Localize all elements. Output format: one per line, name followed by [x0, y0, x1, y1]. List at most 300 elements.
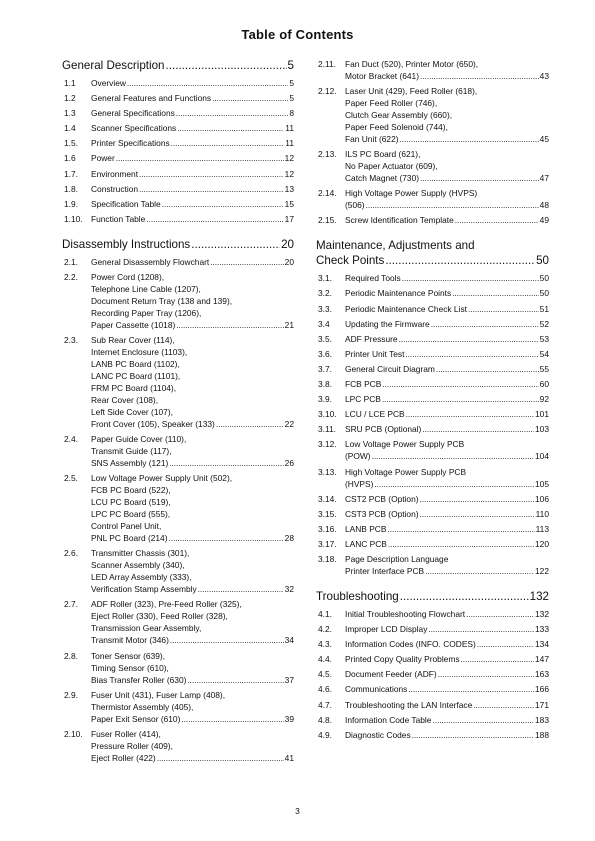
entry-title-line: Verification Stamp Assembly	[91, 584, 197, 595]
entry-title-line: FRM PC Board (1104),	[91, 383, 177, 394]
entry-number: 2.4.	[64, 434, 78, 445]
entry-title-line: CST3 PCB (Option)	[345, 508, 419, 519]
toc-entry[interactable]	[62, 598, 294, 646]
entry-title-line: Printer Specifications	[91, 138, 170, 149]
dot-leader	[139, 183, 284, 195]
entry-number: 1.7.	[64, 168, 78, 179]
entry-page-number: 45	[539, 134, 549, 145]
section-heading-text: Troubleshooting	[316, 589, 399, 603]
toc-entry[interactable]	[316, 683, 549, 695]
entry-page-number: 51	[539, 303, 549, 314]
entry-title-line: PNL PC Board (214)	[91, 533, 168, 544]
entry-title-line: Information Code Table	[345, 714, 432, 725]
dot-leader	[399, 333, 539, 345]
entry-number: 1.10.	[64, 213, 83, 224]
entry-page-number: 43	[539, 71, 549, 81]
entry-page-number: 92	[539, 394, 549, 405]
entry-page-number: 105	[535, 478, 549, 489]
toc-entry[interactable]	[62, 77, 294, 89]
dot-leader	[420, 493, 534, 505]
toc-entry[interactable]	[62, 168, 294, 180]
toc-section	[316, 58, 549, 226]
entry-title-line: General Disassembly Flowchart	[91, 256, 210, 267]
entry-number: 3.6.	[318, 348, 332, 359]
toc-section	[62, 237, 294, 764]
entry-number: 4.8.	[318, 714, 332, 725]
entry-title-line: Specification Table	[91, 198, 161, 209]
entry-page-number: 39	[284, 713, 294, 724]
toc-entry[interactable]	[316, 363, 549, 375]
entry-title-line: Fuser Roller (414),	[91, 728, 161, 739]
entry-title-line: Function Table	[91, 213, 146, 224]
toc-entry[interactable]	[62, 728, 294, 764]
toc-entry[interactable]	[316, 466, 549, 490]
entry-title-line: No Paper Actuator (609),	[345, 161, 438, 172]
toc-section	[62, 58, 294, 225]
entry-number: 3.16.	[318, 523, 337, 534]
entry-title-line: General Specifications	[91, 108, 175, 119]
entry-number: 4.4.	[318, 654, 332, 665]
section-heading[interactable]	[62, 237, 294, 252]
entry-title-line: Sub Rear Cover (114),	[91, 335, 175, 346]
toc-entry[interactable]	[62, 122, 294, 134]
entry-title-line: Power	[91, 153, 115, 164]
entry-page-number: 21	[284, 319, 294, 330]
entry-title-line: Timing Sensor (610),	[91, 662, 169, 673]
toc-entry[interactable]	[316, 393, 549, 405]
entry-page-number: 8	[289, 108, 294, 119]
entry-title-line: Fan Duct (520), Printer Motor (650),	[345, 59, 479, 69]
section-heading[interactable]	[316, 589, 549, 604]
entry-title-line: Low Voltage Power Supply Unit (502),	[91, 473, 233, 484]
section-heading-text: General Description	[62, 59, 165, 72]
toc-entry[interactable]	[316, 85, 549, 145]
entry-number: 1.4	[64, 123, 76, 134]
toc-entry[interactable]	[316, 538, 549, 550]
section-page-number: 50	[536, 254, 549, 268]
entry-page-number: 147	[535, 654, 549, 665]
dot-leader	[176, 319, 283, 331]
dot-leader	[452, 287, 539, 299]
dot-leader	[169, 457, 283, 469]
entry-number: 1.9.	[64, 198, 78, 209]
dot-leader	[388, 538, 534, 550]
toc-entry[interactable]	[62, 650, 294, 686]
entry-title-line: General Features and Functions	[91, 93, 212, 104]
entry-title-line: Scanner Specifications	[91, 123, 177, 134]
toc-entry[interactable]	[62, 689, 294, 725]
entry-page-number: 26	[284, 458, 294, 469]
entry-page-number: 49	[539, 215, 549, 226]
entry-number: 3.2.	[318, 288, 332, 299]
entry-page-number: 48	[539, 200, 549, 211]
entry-page-number: 13	[284, 183, 294, 194]
dot-leader	[212, 92, 288, 104]
entry-title-line: LANB PC Board (1102),	[91, 359, 180, 370]
entry-title-line: Transmit Guide (117),	[91, 446, 172, 457]
entry-page-number: 12	[284, 153, 294, 164]
toc-entry[interactable]	[316, 553, 549, 577]
entry-title-line: Page Description Language	[345, 553, 449, 564]
entry-title-line: General Circuit Diagram	[345, 363, 435, 374]
entry-title-line: (506)	[345, 200, 365, 211]
entry-number: 1.2	[64, 93, 76, 104]
toc-entry[interactable]	[316, 608, 549, 620]
entry-title-line: FCB PCB	[345, 379, 382, 390]
entry-title-line: Clutch Gear Assembly (660),	[345, 110, 453, 121]
entry-number: 4.1.	[318, 608, 332, 619]
entry-page-number: 11	[285, 123, 294, 134]
dot-leader	[412, 729, 534, 741]
entry-number: 4.6.	[318, 684, 332, 695]
entry-number: 3.10.	[318, 409, 337, 420]
dot-leader	[400, 589, 529, 604]
entry-title-line: Improper LCD Display	[345, 624, 428, 635]
toc-entry[interactable]	[62, 547, 294, 595]
entry-page-number: 113	[535, 523, 549, 534]
entry-title-line: ILS PC Board (621),	[345, 149, 421, 160]
entry-number: 4.5.	[318, 669, 332, 680]
toc-entry[interactable]	[316, 623, 549, 635]
dot-leader	[420, 70, 539, 82]
entry-number: 3.5.	[318, 333, 332, 344]
dot-leader	[116, 152, 284, 164]
toc-entry[interactable]	[316, 508, 549, 520]
toc-entry[interactable]	[316, 333, 549, 345]
toc-entry[interactable]	[316, 493, 549, 505]
entry-page-number: 183	[535, 714, 549, 725]
entry-title-line: Initial Troubleshooting Flowchart	[345, 608, 466, 619]
entry-title-line: CST2 PCB (Option)	[345, 493, 419, 504]
toc-entry[interactable]	[316, 638, 549, 650]
dot-leader	[374, 478, 534, 490]
entry-title-line: Thermistor Assembly (405),	[91, 701, 194, 712]
entry-page-number: 37	[284, 674, 294, 685]
toc-entry[interactable]	[62, 271, 294, 331]
dot-leader	[400, 133, 539, 145]
dot-leader	[428, 623, 534, 635]
entry-number: 1.5.	[64, 138, 78, 149]
toc-entry[interactable]	[316, 303, 549, 315]
section-page-number: 132	[529, 589, 549, 603]
entry-page-number: 103	[535, 424, 549, 435]
dot-leader	[466, 608, 534, 620]
toc-entry[interactable]	[62, 433, 294, 469]
entry-number: 1.1	[64, 78, 76, 88]
dot-leader	[432, 714, 534, 726]
dot-leader	[171, 137, 285, 149]
entry-number: 3.12.	[318, 439, 337, 450]
entry-page-number: 163	[535, 669, 549, 680]
toc-entry[interactable]	[62, 472, 294, 544]
entry-page-number: 50	[539, 273, 549, 284]
toc-entry[interactable]	[316, 699, 549, 711]
entry-title-line: Scanner Assembly (340),	[91, 560, 185, 571]
dot-leader	[461, 653, 535, 665]
entry-title-line: Control Panel Unit,	[91, 521, 162, 532]
page-number: 3	[295, 806, 300, 816]
entry-title-line: Power Cord (1208),	[91, 271, 165, 282]
section-heading[interactable]	[316, 238, 549, 268]
section-heading-text: Disassembly Instructions	[62, 237, 191, 251]
toc-entry[interactable]	[62, 92, 294, 104]
entry-page-number: 60	[539, 379, 549, 390]
entry-number: 2.7.	[64, 599, 78, 610]
dot-leader	[382, 393, 539, 405]
page-title: Table of Contents	[241, 27, 354, 42]
entry-number: 3.1.	[318, 273, 332, 284]
entry-title-line: Paper Feed Solenoid (744),	[345, 122, 448, 133]
entry-number: 3.9.	[318, 394, 332, 405]
entry-title-line: Paper Guide Cover (110),	[91, 434, 187, 445]
dot-leader	[157, 752, 284, 764]
entry-number: 1.8.	[64, 183, 78, 194]
dot-leader	[372, 450, 534, 462]
dot-leader	[408, 683, 534, 695]
dot-leader	[181, 713, 283, 725]
entry-title-line: LPC PCB	[345, 394, 381, 405]
dot-leader	[477, 638, 534, 650]
entry-page-number: 17	[284, 213, 294, 224]
entry-page-number: 171	[535, 699, 549, 710]
entry-title-line: Internet Enclosure (1103),	[91, 347, 188, 358]
entry-page-number: 32	[284, 584, 294, 595]
toc-entry[interactable]	[316, 318, 549, 330]
dot-leader	[210, 256, 283, 268]
entry-page-number: 133	[535, 624, 549, 635]
entry-title-line: Motor Bracket (641)	[345, 71, 420, 81]
entry-title-line: Fuser Unit (431), Fuser Lamp (408),	[91, 689, 226, 700]
toc-entry[interactable]	[316, 148, 549, 184]
entry-number: 1.6	[64, 153, 76, 164]
toc-entry[interactable]	[316, 272, 549, 284]
dot-leader	[468, 303, 539, 315]
toc-entry[interactable]	[316, 729, 549, 741]
toc-entry[interactable]	[62, 256, 294, 268]
entry-page-number: 15	[284, 198, 294, 209]
toc-entry[interactable]	[62, 183, 294, 195]
entry-title-line: Required Tools	[345, 273, 401, 284]
dot-leader	[438, 668, 534, 680]
entry-number: 2.11.	[318, 59, 337, 69]
entry-title-line: Bias Transfer Roller (630)	[91, 674, 187, 685]
entry-title-line: Periodic Maintenance Points	[345, 288, 452, 299]
dot-leader	[387, 523, 534, 535]
toc-entry[interactable]	[62, 213, 294, 225]
toc-right-column	[316, 58, 549, 753]
dot-leader	[473, 699, 534, 711]
dot-leader	[216, 418, 284, 430]
entry-page-number: 52	[539, 318, 549, 329]
entry-page-number: 12	[284, 168, 294, 179]
entry-title-line: Information Codes (INFO. CODES)	[345, 639, 476, 650]
entry-number: 2.10.	[64, 728, 83, 739]
entry-title-line: Printer Unit Test	[345, 348, 405, 359]
entry-number: 2.13.	[318, 149, 337, 160]
toc-entry[interactable]	[316, 438, 549, 462]
entry-page-number: 5	[289, 78, 294, 88]
toc-entry[interactable]	[316, 378, 549, 390]
entry-title-line: Telephone Line Cable (1207),	[91, 283, 201, 294]
entry-title-line: High Voltage Power Supply PCB	[345, 466, 467, 477]
entry-title-line: Periodic Maintenance Check List	[345, 303, 467, 314]
entry-number: 2.6.	[64, 548, 78, 559]
entry-title-line: (HVPS)	[345, 478, 374, 489]
entry-title-line: Printed Copy Quality Problems	[345, 654, 460, 665]
toc-entry[interactable]	[62, 334, 294, 430]
entry-number: 3.4	[318, 318, 330, 329]
entry-page-number: 11	[285, 138, 294, 149]
dot-leader	[187, 674, 283, 686]
section-page-number: 5	[287, 59, 294, 72]
toc-entry[interactable]	[62, 198, 294, 210]
dot-leader	[177, 122, 284, 134]
entry-title-line: LED Array Assembly (333),	[91, 572, 192, 583]
entry-page-number: 50	[539, 288, 549, 299]
toc-entry[interactable]	[62, 152, 294, 164]
toc-entry[interactable]	[316, 653, 549, 665]
entry-number: 2.2.	[64, 271, 78, 282]
entry-title-line: Recording Paper Tray (1206),	[91, 307, 202, 318]
entry-title-line: (POW)	[345, 451, 371, 462]
entry-title-line: FCB PC Board (522),	[91, 485, 171, 496]
section-page-number: 20	[281, 237, 294, 251]
entry-title-line: Screw Identification Template	[345, 215, 454, 226]
section-heading[interactable]	[62, 58, 294, 73]
entry-title-line: Rear Cover (108),	[91, 395, 159, 406]
dot-leader	[431, 318, 539, 330]
entry-title-line: Troubleshooting the LAN Interface	[345, 699, 473, 710]
entry-page-number: 22	[284, 419, 294, 430]
entry-title-line: Eject Roller (330), Feed Roller (328),	[91, 611, 228, 622]
dot-leader	[162, 198, 284, 210]
dot-leader	[455, 214, 539, 226]
toc-entry[interactable]	[316, 423, 549, 435]
entry-page-number: 166	[535, 684, 549, 695]
entry-number: 3.15.	[318, 508, 337, 519]
entry-page-number: 110	[535, 508, 549, 519]
toc-entry[interactable]	[316, 408, 549, 420]
dot-leader	[382, 378, 538, 390]
toc-entry[interactable]	[316, 214, 549, 226]
section-heading-text: Check Points	[316, 254, 385, 268]
toc-section	[316, 589, 549, 741]
dot-leader	[402, 272, 539, 284]
entry-number: 2.5.	[64, 473, 78, 484]
toc-entry[interactable]	[316, 523, 549, 535]
dot-leader	[420, 508, 535, 520]
entry-title-line: Pressure Roller (409),	[91, 740, 173, 751]
entry-page-number: 104	[535, 451, 549, 462]
entry-title-line: Fan Unit (622)	[345, 134, 399, 145]
entry-page-number: 41	[284, 752, 294, 763]
section-heading-text: Maintenance, Adjustments and	[316, 239, 475, 253]
entry-title-line: Diagnostic Codes	[345, 729, 411, 740]
entry-number: 3.8.	[318, 379, 332, 390]
entry-number: 2.8.	[64, 650, 78, 661]
entry-page-number: 53	[539, 333, 549, 344]
toc-entry[interactable]	[316, 668, 549, 680]
entry-title-line: Document Feeder (ADF)	[345, 669, 437, 680]
entry-title-line: Communications	[345, 684, 408, 695]
entry-title-line: LCU PC Board (519),	[91, 497, 171, 508]
entry-page-number: 20	[284, 256, 294, 267]
entry-title-line: Paper Exit Sensor (610)	[91, 713, 181, 724]
entry-number: 3.13.	[318, 466, 337, 477]
entry-title-line: Paper Feed Roller (746),	[345, 98, 438, 109]
entry-title-line: LCU / LCE PCB	[345, 409, 405, 420]
entry-title-line: Laser Unit (429), Feed Roller (618),	[345, 86, 478, 97]
dot-leader	[406, 408, 534, 420]
toc-entry[interactable]	[316, 714, 549, 726]
dot-leader	[420, 172, 539, 184]
entry-title-line: Document Return Tray (138 and 139),	[91, 295, 233, 306]
entry-title-line: Left Side Cover (107),	[91, 407, 173, 418]
entry-number: 3.11.	[318, 424, 337, 435]
entry-title-line: LPC PC Board (555),	[91, 509, 171, 520]
entry-number: 3.3.	[318, 303, 332, 314]
entry-title-line: Transmitter Chassis (301),	[91, 548, 190, 559]
entry-title-line: Low Voltage Power Supply PCB	[345, 439, 465, 450]
entry-title-line: Eject Roller (422)	[91, 752, 156, 763]
entry-title-line: Toner Sensor (639),	[91, 650, 166, 661]
dot-leader	[170, 634, 284, 646]
dot-leader	[436, 363, 539, 375]
entry-page-number: 47	[539, 173, 549, 184]
toc-entry[interactable]	[316, 348, 549, 360]
entry-number: 4.7.	[318, 699, 332, 710]
entry-number: 1.3	[64, 108, 76, 119]
toc-entry[interactable]	[316, 287, 549, 299]
dot-leader	[198, 583, 284, 595]
dot-leader	[366, 199, 539, 211]
toc-entry[interactable]	[316, 187, 549, 211]
toc-left-column	[62, 58, 294, 776]
toc-entry[interactable]	[62, 107, 294, 119]
toc-entry[interactable]	[316, 58, 549, 82]
entry-page-number: 122	[535, 565, 549, 576]
entry-title-line: LANC PCB	[345, 538, 387, 549]
entry-number: 3.17.	[318, 538, 337, 549]
entry-number: 3.14.	[318, 493, 337, 504]
entry-title-line: ADF Pressure	[345, 333, 398, 344]
entry-title-line: Overview	[91, 78, 126, 88]
entry-number: 3.7.	[318, 363, 332, 374]
entry-title-line: Catch Magnet (730)	[345, 173, 420, 184]
entry-page-number: 134	[535, 639, 549, 650]
entry-number: 4.2.	[318, 624, 332, 635]
dot-leader	[176, 107, 289, 119]
dot-leader	[425, 565, 534, 577]
entry-number: 2.9.	[64, 689, 78, 700]
entry-title-line: SRU PCB (Optional)	[345, 424, 422, 435]
entry-page-number: 120	[535, 538, 549, 549]
entry-page-number: 101	[535, 409, 549, 420]
entry-title-line: ADF Roller (323), Pre-Feed Roller (325),	[91, 599, 242, 610]
entry-page-number: 28	[284, 533, 294, 544]
entry-number: 4.3.	[318, 639, 332, 650]
entry-page-number: 55	[539, 363, 549, 374]
entry-title-line: SNS Assembly (121)	[91, 458, 169, 469]
entry-page-number: 132	[535, 608, 549, 619]
dot-leader	[422, 423, 534, 435]
entry-title-line: Transmit Motor (346)	[91, 635, 169, 646]
toc-entry[interactable]	[62, 137, 294, 149]
entry-number: 3.18.	[318, 553, 337, 564]
dot-leader	[139, 168, 284, 180]
entry-page-number: 54	[539, 348, 549, 359]
entry-page-number: 34	[284, 635, 294, 646]
